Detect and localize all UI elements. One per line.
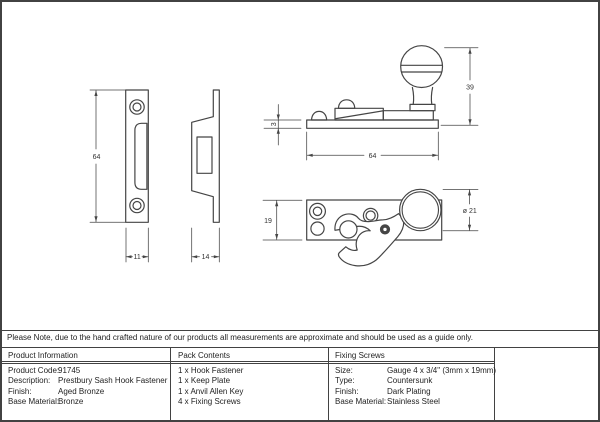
row-label: Base Material: bbox=[8, 397, 60, 407]
row-label: Type: bbox=[335, 376, 355, 386]
list-item: 4 x Fixing Screws bbox=[178, 397, 241, 407]
fixing-screws-header: Fixing Screws bbox=[335, 350, 385, 360]
fixing-screws-rows bbox=[335, 366, 496, 408]
note-text: Please Note, due to the hand crafted nature of our products all measurements are approximate and should be used as a guide only. bbox=[7, 333, 473, 342]
fastener-plan-view bbox=[307, 189, 442, 266]
product-info-header: Product Information bbox=[8, 350, 78, 360]
table-divider-2 bbox=[328, 348, 329, 421]
row-label: Finish: bbox=[8, 386, 32, 396]
table-divider-1 bbox=[170, 348, 171, 421]
row-value: Bronze bbox=[58, 397, 84, 407]
dim-fastener-plate-height: 19 bbox=[264, 217, 272, 225]
screw-dome bbox=[312, 111, 327, 120]
row-label: Description: bbox=[8, 376, 51, 386]
list-item: 1 x Hook Fastener bbox=[178, 366, 244, 375]
technical-drawing bbox=[2, 2, 598, 330]
row-value: Dark Plating bbox=[387, 386, 431, 396]
row-label: Size: bbox=[335, 366, 353, 375]
row-value: Prestbury Sash Hook Fastener bbox=[58, 376, 168, 386]
row-label: Product Code: bbox=[8, 366, 60, 375]
row-label: Finish: bbox=[335, 386, 359, 396]
table-row bbox=[8, 387, 167, 397]
arm-dome bbox=[338, 100, 354, 109]
row-value: Gauge 4 x 3/4" (3mm x 19mm) bbox=[387, 366, 497, 375]
dim-keep-height: 64 bbox=[92, 153, 101, 161]
list-item: 1 x Keep Plate bbox=[178, 376, 231, 386]
product-info-rows bbox=[8, 366, 167, 408]
keep-plate-side-view bbox=[192, 90, 220, 222]
dim-keep-depth: 14 bbox=[201, 254, 210, 262]
row-label: Base Material: bbox=[335, 397, 387, 407]
dim-baseplate-thickness: 3 bbox=[270, 122, 278, 127]
dim-fastener-height: 39 bbox=[466, 84, 474, 92]
table-row bbox=[8, 397, 167, 407]
header-underline-2 bbox=[2, 363, 494, 364]
header-underline-1 bbox=[2, 361, 494, 362]
table-row bbox=[335, 397, 496, 407]
table-row bbox=[8, 376, 167, 386]
row-value: Aged Bronze bbox=[58, 386, 105, 396]
info-table bbox=[2, 348, 598, 421]
row-value: Countersunk bbox=[387, 376, 433, 386]
note-bar bbox=[2, 330, 598, 348]
table-row bbox=[335, 387, 496, 397]
list-item: 1 x Anvil Allen Key bbox=[178, 386, 244, 396]
knob-ball bbox=[401, 46, 443, 88]
knob-plan bbox=[400, 189, 441, 230]
row-value: 91745 bbox=[58, 366, 81, 375]
row-value: Stainless Steel bbox=[387, 397, 440, 407]
pack-contents-header: Pack Contents bbox=[178, 350, 231, 360]
table-row bbox=[8, 366, 167, 376]
table-row bbox=[335, 376, 496, 386]
dim-keep-width: 11 bbox=[133, 254, 141, 262]
fastener-side-elevation bbox=[307, 46, 443, 129]
dim-fastener-length: 64 bbox=[368, 152, 377, 160]
pack-contents-list bbox=[178, 366, 243, 408]
table-row bbox=[335, 366, 496, 376]
dim-knob-diameter: ø 21 bbox=[462, 207, 477, 215]
keep-plate-front-view bbox=[126, 90, 149, 222]
